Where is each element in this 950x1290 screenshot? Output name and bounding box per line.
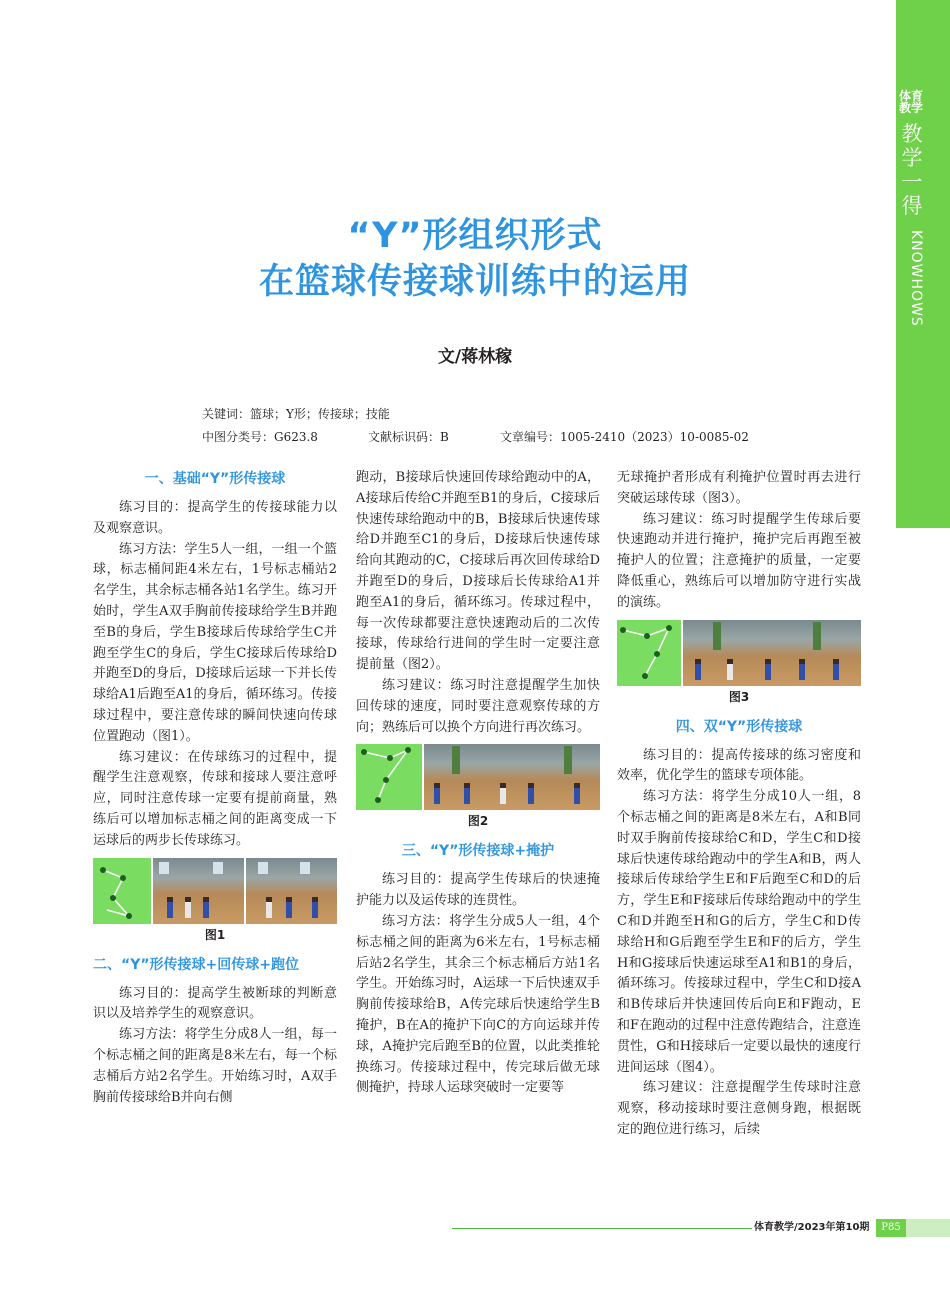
section-2-method-part-2: 跑动，B接球后快速回传球给跑动中的A，A接球后传给C并跑至B1的身后，C接球后快速传球给跑动中的B，B接球后快速传球给D并跑至C1的身后，D接球后快速传球给向其跑动的C，C接球后再次回传球给D并跑至D的身后，D接球后长传球给A1并跑至A1的身后，循环练习。传球过程中，每一次传球都要注意快速跑动后的二次传接球，传球给行进间的学生时一定要注意提前量（图2）。	[356, 470, 600, 673]
section-3-advice: 练习建议：练习时提醒学生传球后要快速跑动并进行掩护，掩护完后再跑至被掩护人的位置；注意掩护的质量，一定要降低重心，熟练后可以增加防守进行实战的演练。	[617, 511, 861, 610]
column-2	[356, 468, 600, 1099]
figure-2-caption: 图2	[467, 814, 489, 829]
figure-2-photo	[424, 744, 600, 810]
figure-1-caption: 图1	[204, 927, 226, 942]
article-number: 文章编号：1005-2410（2023）10-0085-02	[500, 430, 749, 444]
section-2-heading: 二、“Y”形传接球+回传球+跑位	[93, 956, 300, 973]
classification-number: 中图分类号：G623.8	[202, 430, 318, 444]
section-2-method-part-1: 练习方法：将学生分成8人一组，每一个标志桶之间的距离是8米左右，每一个标志桶后方站2名学生。开始练习时，A双手胸前传接球给B并向右侧	[93, 1027, 337, 1105]
section-4-purpose: 练习目的：提高传接球的练习密度和效率，优化学生的篮球专项体能。	[617, 747, 861, 784]
document-code: 文献标识码：B	[368, 430, 449, 444]
side-tab-english-label: KNOWHOWS	[908, 230, 924, 327]
footer-rule	[452, 1228, 752, 1229]
figure-2	[356, 744, 600, 810]
page-number: P85	[876, 1219, 906, 1237]
section-3-method-part-2: 无球掩护者形成有利掩护位置时再去进行突破运球传球（图3）。	[617, 470, 861, 506]
figure-3-caption: 图3	[728, 689, 750, 704]
article-title	[170, 213, 780, 305]
figure-1-diagram	[93, 858, 151, 924]
keywords: 关键词：篮球；Y形；传接球；技能	[202, 407, 390, 421]
section-3-heading: 三、“Y”形传接球+掩护	[401, 843, 555, 860]
section-3-purpose: 练习目的：提高学生传球后的快速掩护能力以及运传球的连贯性。	[356, 872, 600, 909]
section-4-method: 练习方法：将学生分成10人一组，8个标志桶之间的距离是8米左右，A和B同时双手胸前传接球给C和D，学生C和D接球后快速传球给跑动中的学生A和B，两人接球后传球给学生E和F后跑至C和D的后方，学生E和F接球后传球给跑动中的学生C和D并跑至H和G的后方，学生C和D传球给H和G后跑至学生E和F的后方，学生H和G接球后快速运球至A1和B1的身后，循环练习。传接球过程中，学生C和D接A和B传球后并快速回传后向E和F跑动，E和F在跑动的过程中注意传跑结合，注意连贯性，G和H接球后一定要以最快的速度行进间运球（图4）。	[617, 789, 861, 1075]
footer-accent	[906, 1219, 950, 1237]
section-1-heading: 一、基础“Y”形传接球	[144, 471, 286, 487]
side-tab-section-label: 教学一得	[901, 122, 923, 218]
column-3	[617, 468, 861, 1141]
title-line-2: 在篮球传接球训练中的运用	[258, 262, 691, 302]
figure-3	[617, 620, 861, 686]
figure-1-photo-2	[246, 858, 337, 924]
figure-3-diagram	[617, 620, 681, 686]
section-1-advice: 练习建议：在传球练习的过程中，提醒学生注意观察，传球和接球人要注意呼应，同时注意传球一定要有提前商量，熟练后可以增加标志桶之间的距离变成一下运球后的两步长传球练习。	[93, 749, 337, 848]
section-4-advice: 练习建议：注意提醒学生传球时注意观察，移动接球时要注意侧身跑，根据既定的跑位进行练习，后续	[617, 1080, 861, 1137]
section-4-heading: 四、双“Y”形传接球	[675, 718, 803, 735]
column-1	[93, 468, 337, 1108]
figure-1	[93, 858, 337, 924]
figure-3-photo	[683, 620, 861, 686]
footer-journal: 体育教学/2023年第10期	[754, 1222, 870, 1233]
figure-2-diagram	[356, 744, 422, 810]
title-line-1: “Y”形组织形式	[347, 216, 603, 256]
figure-1-photo	[153, 858, 244, 924]
section-3-method-part-1: 练习方法：将学生分成5人一组，4个标志桶之间的距离为6米左右，1号标志桶后站2名学生，其余三个标志桶后方站1名学生。开始练习时，A运球一下后快速双手胸前传接球给B，A传完球后快速给学生B掩护，B在A的掩护下向C的方向运球并传球，A掩护完后跑至B的位置，以此类推轮换练习。传接球过程中，传完球后做无球侧掩护，持球人运球突破时一定要等	[356, 913, 600, 1096]
section-2-purpose: 练习目的：提高学生被断球的判断意识以及培养学生的观察意识。	[93, 985, 337, 1022]
side-tab-column-label: 体育教学	[898, 89, 923, 115]
section-1-purpose: 练习目的：提高学生的传接球能力以及观察意识。	[93, 500, 337, 536]
section-1-method: 练习方法：学生5人一组，一组一个篮球，标志桶间距4米左右，1号标志桶站2名学生，其余标志桶各站1名学生。练习开始时，学生A双手胸前传接球给学生B并跑至B的身后，学生B接球后传球给学生C并跑至学生C的身后，学生C接球后传球给D并跑至D的身后，D接球后运球一下并长传球给A1后跑至A1的身后，循环练习。传接球过程中，要注意传球的瞬间快速向传球位置跑动（图1）。	[93, 541, 337, 744]
section-2-advice: 练习建议：练习时注意提醒学生加快回传球的速度，同时要注意观察传球的方向；熟练后可以换个方向进行再次练习。	[356, 677, 600, 735]
author-byline: 文/蒋林稼	[437, 347, 513, 367]
